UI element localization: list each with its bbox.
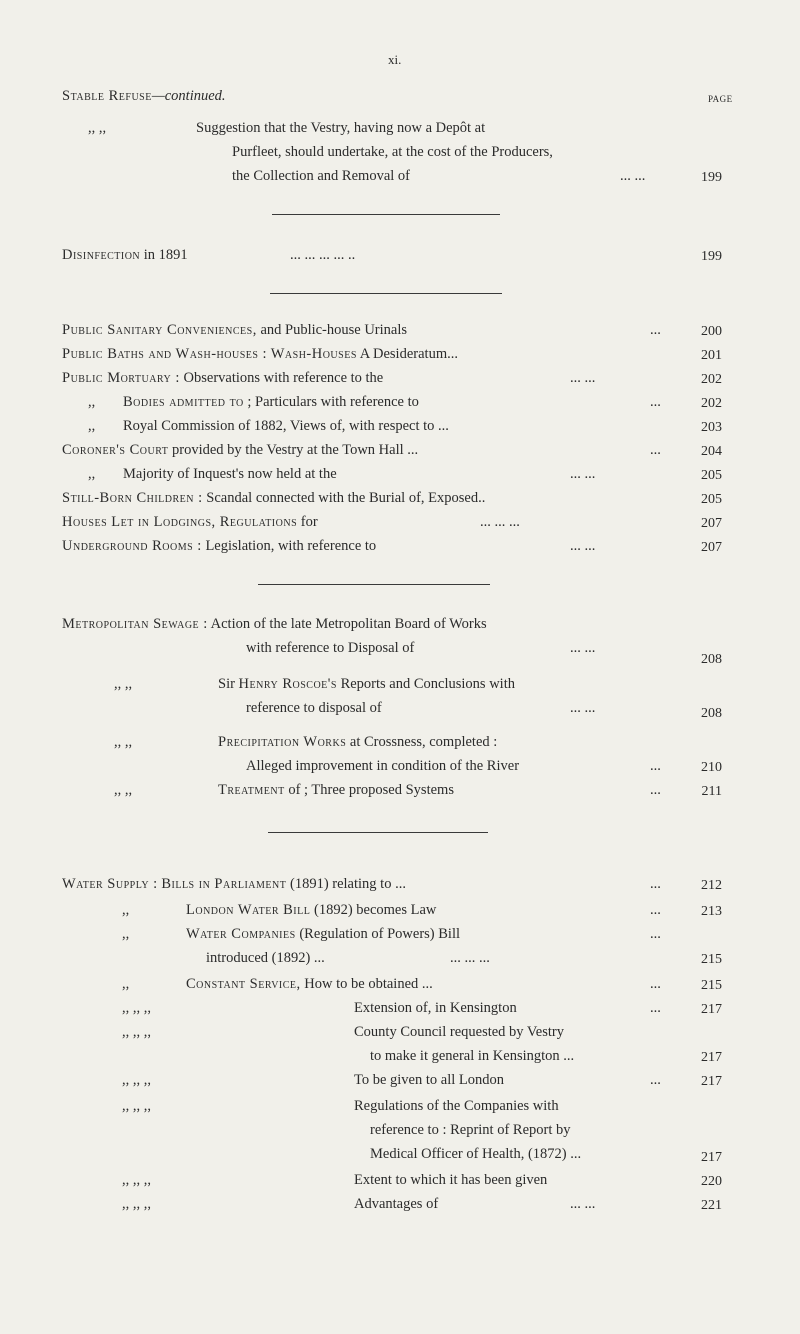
entry-text: reference to disposal of bbox=[246, 700, 382, 716]
ditto-marks: ,, ,, bbox=[114, 734, 133, 750]
heading-text: Bills in Parliament bbox=[161, 876, 287, 892]
entry-text: (Regulation of Powers) Bill bbox=[295, 926, 461, 942]
page-number: 215 bbox=[701, 952, 722, 967]
leader-dots: ... bbox=[650, 976, 661, 992]
divider bbox=[272, 214, 500, 215]
index-entry bbox=[218, 676, 515, 693]
page-number: 199 bbox=[701, 249, 722, 264]
heading-text: Water Supply : bbox=[62, 876, 158, 892]
heading-text: Henry Roscoe's bbox=[238, 676, 337, 692]
heading-text: Metropolitan Sewage : bbox=[62, 616, 208, 632]
entry-text: To be given to all London bbox=[354, 1072, 504, 1088]
entry-text: Royal Commission of 1882, Views of, with respect to ... bbox=[123, 418, 449, 434]
divider bbox=[258, 584, 490, 585]
entry-text: Suggestion that the Vestry, having now a Depôt at bbox=[196, 120, 486, 136]
heading-text: Underground Rooms : bbox=[62, 538, 202, 554]
leader-dots: ... bbox=[650, 1072, 661, 1088]
heading-text: Public Mortuary : bbox=[62, 370, 180, 386]
heading-text: Public Sanitary Conveniences, bbox=[62, 322, 257, 338]
page-number: 210 bbox=[701, 760, 722, 775]
continued-note: —continued. bbox=[151, 88, 226, 104]
page-number: 221 bbox=[701, 1198, 722, 1213]
entry-text: Action of the late Metropolitan Board of Works bbox=[207, 616, 487, 632]
page-number: 217 bbox=[701, 1150, 722, 1165]
entry-text: at Crossness, completed : bbox=[346, 734, 498, 750]
ditto-marks: ,, ,, ,, bbox=[122, 1196, 151, 1212]
entry-text: Sir bbox=[218, 676, 239, 692]
leader-dots: ... bbox=[650, 322, 661, 338]
ditto-marks: ,, bbox=[88, 466, 96, 482]
index-entry bbox=[62, 490, 485, 507]
entry-text: A Desideratum... bbox=[356, 346, 458, 362]
page-number: 200 bbox=[701, 324, 722, 339]
entry-text: Scandal connected with the Burial of, Exposed.. bbox=[202, 490, 486, 506]
entry-text: for bbox=[297, 514, 318, 530]
page-header-label: page bbox=[708, 90, 733, 105]
entry-text: of ; Three proposed Systems bbox=[284, 782, 454, 798]
leader-dots: ... ... ... ... .. bbox=[290, 247, 356, 263]
page-number: 220 bbox=[701, 1174, 722, 1189]
entry-text: Regulations of the Companies with bbox=[354, 1098, 559, 1114]
ditto-marks: ,, bbox=[122, 926, 130, 942]
entry-text: Majority of Inquest's now held at the bbox=[123, 466, 337, 482]
page-number: 217 bbox=[701, 1074, 722, 1089]
divider bbox=[268, 832, 488, 833]
page-number: 212 bbox=[701, 878, 722, 893]
entry-text: to make it general in Kensington ... bbox=[370, 1048, 575, 1064]
leader-dots: ... bbox=[650, 782, 661, 798]
ditto-marks: ,, bbox=[88, 394, 96, 410]
leader-dots: ... bbox=[650, 394, 661, 410]
page-number: 205 bbox=[701, 468, 722, 483]
section-heading-stable-refuse bbox=[62, 88, 226, 105]
folio: xi. bbox=[388, 52, 402, 67]
entry-text: Advantages of bbox=[354, 1196, 439, 1212]
index-entry bbox=[218, 782, 454, 799]
index-entry bbox=[123, 394, 419, 411]
leader-dots: ... bbox=[650, 442, 661, 458]
heading-text: Precipitation Works bbox=[218, 734, 347, 750]
entry-text: Extension of, in Kensington bbox=[354, 1000, 517, 1016]
entry-text: ; Particulars with reference to bbox=[243, 394, 419, 410]
entry-text: and Public-house Urinals bbox=[256, 322, 408, 338]
leader-dots: ... ... bbox=[570, 640, 596, 656]
index-entry bbox=[62, 370, 383, 387]
page-number: 201 bbox=[701, 348, 722, 363]
entry-text: (1891) relating to ... bbox=[286, 876, 406, 892]
ditto-marks: ,, ,, ,, bbox=[122, 1172, 151, 1188]
index-entry bbox=[62, 616, 487, 633]
index-entry bbox=[62, 538, 376, 555]
leader-dots: ... bbox=[650, 926, 661, 942]
index-entry bbox=[62, 322, 407, 339]
entry-text: Legislation, with reference to bbox=[201, 538, 377, 554]
index-entry bbox=[186, 926, 460, 943]
ditto-marks: ,, bbox=[88, 418, 96, 434]
heading-text: Constant Service, bbox=[186, 976, 301, 992]
index-entry bbox=[186, 976, 433, 993]
ditto-marks: ,, bbox=[122, 976, 130, 992]
page-number: 217 bbox=[701, 1050, 722, 1065]
entry-text: with reference to Disposal of bbox=[246, 640, 415, 656]
ditto-marks: ,, ,, ,, bbox=[122, 1098, 151, 1114]
page-number: 217 bbox=[701, 1002, 722, 1017]
leader-dots: ... ... bbox=[620, 168, 646, 184]
page-number: 204 bbox=[701, 444, 722, 459]
index-entry bbox=[186, 902, 436, 919]
ditto-marks: ,, ,, bbox=[114, 676, 133, 692]
entry-text: Purfleet, should undertake, at the cost of the Producers, bbox=[232, 144, 553, 160]
page-number: 215 bbox=[701, 978, 722, 993]
index-entry bbox=[62, 442, 418, 459]
entry-text: the Collection and Removal of bbox=[232, 168, 410, 184]
leader-dots: ... bbox=[650, 758, 661, 774]
entry-text: Medical Officer of Health, (1872) ... bbox=[370, 1146, 582, 1162]
leader-dots: ... ... ... bbox=[450, 950, 490, 966]
page-number: 203 bbox=[701, 420, 722, 435]
heading-text: Houses Let in Lodgings, Regulations bbox=[62, 514, 298, 530]
leader-dots: ... bbox=[650, 902, 661, 918]
page-number: 207 bbox=[701, 540, 722, 555]
entry-text: Reports and Conclusions with bbox=[336, 676, 515, 692]
page-number: 199 bbox=[701, 170, 722, 185]
heading-text: Stable Refuse bbox=[62, 88, 152, 104]
entry-text: reference to : Reprint of Report by bbox=[370, 1122, 571, 1138]
ditto-marks: ,, ,, ,, bbox=[122, 1024, 151, 1040]
ditto-marks: ,, ,, ,, bbox=[122, 1000, 151, 1016]
page-number: 208 bbox=[701, 652, 722, 667]
page-number: 211 bbox=[701, 784, 722, 799]
page-number: 213 bbox=[701, 904, 722, 919]
heading-text: Coroner's Court bbox=[62, 442, 169, 458]
page-number: 208 bbox=[701, 706, 722, 721]
entry-text: Alleged improvement in condition of the River bbox=[246, 758, 520, 774]
entry-text: in 1891 bbox=[140, 247, 188, 263]
heading-text: Still-Born Children : bbox=[62, 490, 203, 506]
leader-dots: ... ... bbox=[570, 1196, 596, 1212]
index-entry-disinfection bbox=[62, 247, 188, 264]
entry-text: Extent to which it has been given bbox=[354, 1172, 548, 1188]
entry-text: provided by the Vestry at the Town Hall ... bbox=[168, 442, 419, 458]
leader-dots: ... ... bbox=[570, 370, 596, 386]
heading-text: Disinfection bbox=[62, 247, 141, 263]
heading-text: Wash-Houses bbox=[270, 346, 357, 362]
page-number: 205 bbox=[701, 492, 722, 507]
index-entry bbox=[62, 876, 406, 893]
entry-text: (1892) becomes Law bbox=[310, 902, 437, 918]
index-entry bbox=[62, 346, 458, 363]
entry-text: Observations with reference to the bbox=[179, 370, 384, 386]
leader-dots: ... bbox=[650, 1000, 661, 1016]
entry-text: County Council requested by Vestry bbox=[354, 1024, 564, 1040]
leader-dots: ... ... bbox=[570, 538, 596, 554]
ditto-marks: ,, ,, bbox=[88, 120, 107, 136]
leader-dots: ... ... ... bbox=[480, 514, 520, 530]
heading-text: Bodies admitted to bbox=[123, 394, 244, 410]
heading-text: Treatment bbox=[218, 782, 285, 798]
heading-text: Water Companies bbox=[186, 926, 296, 942]
heading-text: Public Baths and Wash-houses : bbox=[62, 346, 268, 362]
leader-dots: ... ... bbox=[570, 700, 596, 716]
leader-dots: ... bbox=[650, 876, 661, 892]
index-entry bbox=[218, 734, 497, 751]
divider bbox=[270, 293, 502, 294]
ditto-marks: ,, ,, bbox=[114, 782, 133, 798]
ditto-marks: ,, bbox=[122, 902, 130, 918]
page-number: 202 bbox=[701, 396, 722, 411]
index-entry bbox=[62, 514, 318, 531]
entry-text: How to be obtained ... bbox=[300, 976, 433, 992]
page-number: 202 bbox=[701, 372, 722, 387]
entry-text: introduced (1892) ... bbox=[206, 950, 325, 966]
heading-text: London Water Bill bbox=[186, 902, 311, 918]
page-number: 207 bbox=[701, 516, 722, 531]
leader-dots: ... ... bbox=[570, 466, 596, 482]
ditto-marks: ,, ,, ,, bbox=[122, 1072, 151, 1088]
